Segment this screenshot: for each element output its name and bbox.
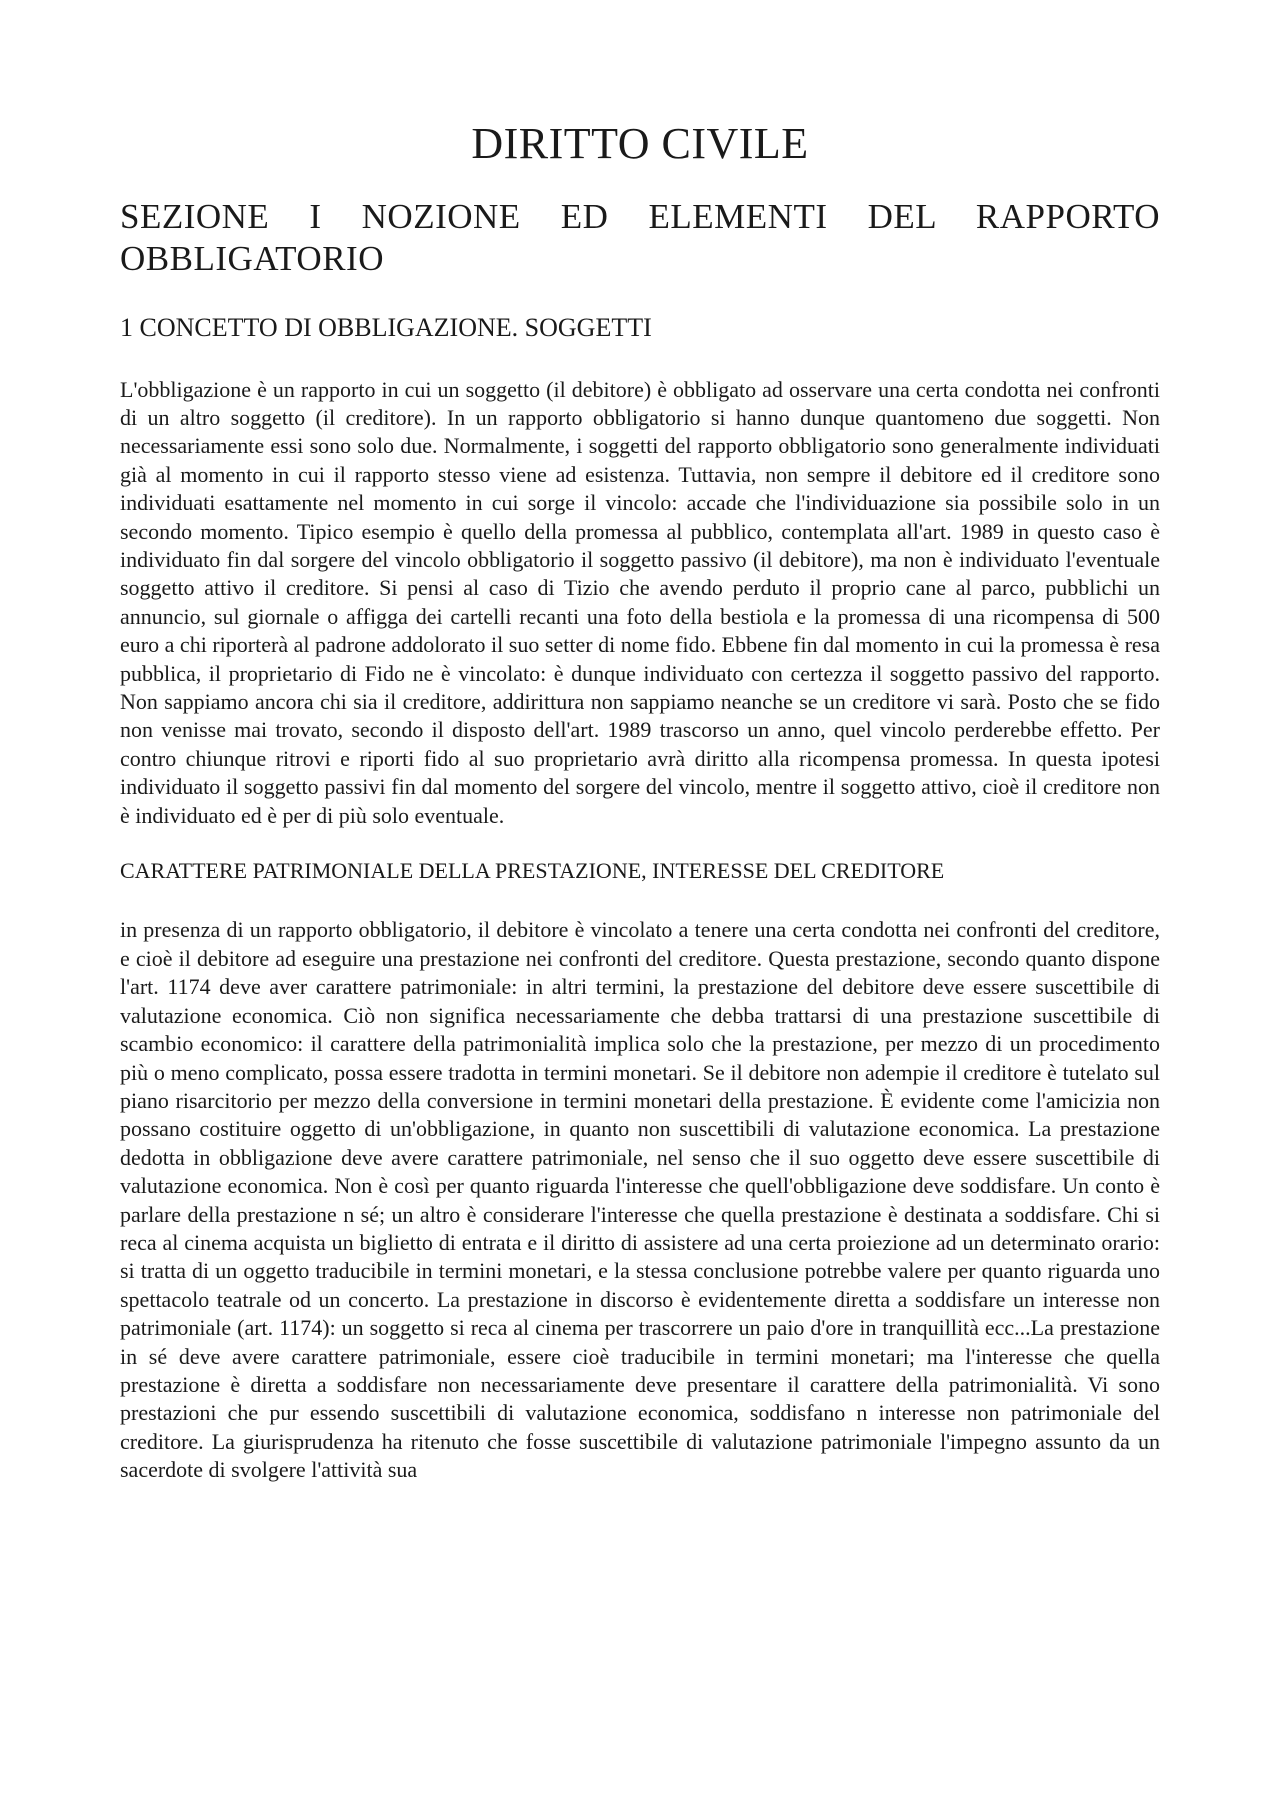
subheading-concetto-obbligazione: 1 CONCETTO DI OBBLIGAZIONE. SOGGETTI [120, 313, 652, 343]
subheading-carattere-patrimoniale: CARATTERE PATRIMONIALE DELLA PRESTAZIONE, INTERESSE DEL CREDITORE [120, 858, 945, 884]
paragraph-concetto-obbligazione: L'obbligazione è un rapporto in cui un soggetto (il debitore) è obbligato ad osservare una certa condotta nei confronti di un altro soggetto (il creditore). In un rapporto obbligatorio si hanno dunque quantomeno due soggetti. Non necessariamente essi sono solo due. Normalmente, i soggetti del rapporto obbligatorio sono generalmente individuati già al momento in cui il rapporto stesso viene ad esistenza. Tuttavia, non sempre il debitore ed il creditore sono individuati esattamente nel momento in cui sorge il vincolo: accade che l'individuazione sia possibile solo in un secondo momento. Tipico esempio è quello della promessa al pubblico, contemplata all'art. 1989 in questo caso è individuato fin dal sorgere del vincolo obbligatorio il soggetto passivo (il debitore), ma non è individuato l'eventuale soggetto attivo il creditore. Si pensi al caso di Tizio che avendo perduto il proprio cane al parco, pubblichi un annuncio, sul giornale o affigga dei cartelli recanti una foto della bestiola e la promessa di una ricompensa di 500 euro a chi riporterà al padrone addolorato il suo setter di nome fido. Ebbene fin dal momento in cui la promessa è resa pubblica, il proprietario di Fido ne è vincolato: è dunque individuato con certezza il soggetto passivo del rapporto. Non sappiamo ancora chi sia il creditore, addirittura non sappiamo neanche se un creditore vi sarà. Posto che se fido non venisse mai trovato, secondo il disposto dell'art. 1989 trascorso un anno, quel vincolo perderebbe effetto. Per contro chiunque ritrovi e riporti fido al suo proprietario avrà diritto alla ricompensa promessa. In questa ipotesi individuato il soggetto passivi fin dal momento del sorgere del vincolo, mentre il soggetto attivo, cioè il creditore non è individuato ed è per di più solo eventuale. [120, 376, 1160, 828]
document-page [120, 120, 1160, 1513]
document-title: DIRITTO CIVILE [471, 119, 809, 168]
paragraph-carattere-patrimoniale: in presenza di un rapporto obbligatorio, il debitore è vincolato a tenere una certa condotta nei confronti del creditore, e cioè il debitore ad eseguire una prestazione nei confronti del creditore. Questa prestazione, secondo quanto dispone l'art. 1174 deve aver carattere patrimoniale: in altri termini, la prestazione del debitore deve essere suscettibile di valutazione economica. Ciò non significa necessariamente che debba trattarsi di una prestazione suscettibile di scambio economico: il carattere della patrimonialità implica solo che la prestazione, per mezzo di un procedimento più o meno complicato, possa essere tradotta in termini monetari. Se il debitore non adempie il creditore è tutelato sul piano risarcitorio per mezzo della conversione in termini monetari della prestazione. È evidente come l'amicizia non possano costituire oggetto di un'obbligazione, in quanto non suscettibili di valutazione economica. La prestazione dedotta in obbligazione deve avere carattere patrimoniale, nel senso che il suo oggetto deve essere suscettibile di valutazione economica. Non è così per quanto riguarda l'interesse che quell'obbligazione deve soddisfare. Un conto è parlare della prestazione n sé; un altro è considerare l'interesse che quella prestazione è destinata a soddisfare. Chi si reca al cinema acquista un biglietto di entrata e il diritto di assistere ad una certa proiezione ad un determinato orario: si tratta di un oggetto traducibile in termini monetari, e la stessa conclusione potrebbe valere per quanto riguarda uno spettacolo teatrale od un concerto. La prestazione in discorso è evidentemente diretta a soddisfare un interesse non patrimoniale (art. 1174): un soggetto si reca al cinema per trascorrere un paio d'ore in tranquillità ecc...La prestazione in sé deve avere carattere patrimoniale, essere cioè traducibile in termini monetari; ma l'interesse che quella prestazione è diretta a soddisfare non necessariamente deve presentare il carattere della patrimonialità. Vi sono prestazioni che pur essendo suscettibili di valutazione economica, soddisfano n interesse non patrimoniale del creditore. La giurisprudenza ha ritenuto che fosse suscettibile di valutazione patrimoniale l'impegno assunto da un sacerdote di svolgere l'attività sua [120, 917, 1160, 1483]
section-heading: SEZIONE I NOZIONE ED ELEMENTI DEL RAPPORTO OBBLIGATORIO [120, 197, 1160, 279]
